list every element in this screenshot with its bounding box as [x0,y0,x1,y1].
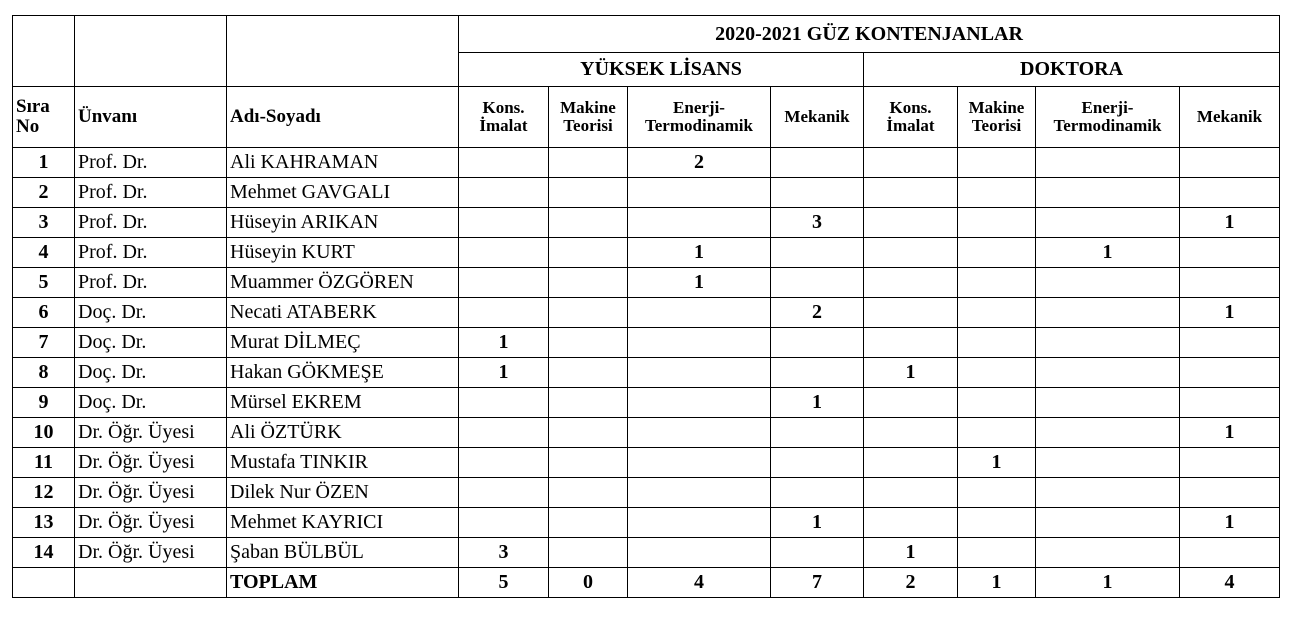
blank-cell [13,16,75,87]
row-number: 12 [13,478,75,508]
quota-cell [1180,148,1280,178]
total-cell: 2 [864,568,958,598]
quota-cell [864,298,958,328]
total-cell: 4 [628,568,771,598]
quota-cell [459,178,549,208]
quota-cell [958,178,1036,208]
quota-cell [628,358,771,388]
quota-cell [958,358,1036,388]
quota-cell [628,328,771,358]
quota-cell [1180,358,1280,388]
quota-cell [628,538,771,568]
quota-cell [459,448,549,478]
row-number: 1 [13,148,75,178]
quota-cell: 3 [459,538,549,568]
header-row-title [13,16,1280,53]
row-title: Dr. Öğr. Üyesi [75,448,227,478]
quota-cell: 1 [1180,418,1280,448]
row-number: 2 [13,178,75,208]
quota-cell [771,478,864,508]
quota-cell [1036,148,1180,178]
quota-cell [1180,478,1280,508]
row-title: Prof. Dr. [75,208,227,238]
termodinamik-label: Termodinamik [644,116,753,135]
quota-cell [549,508,628,538]
blank-cell [227,16,459,87]
row-name: Hakan GÖKMEŞE [227,358,459,388]
quota-cell [958,538,1036,568]
quota-cell [1036,478,1180,508]
quota-cell [459,208,549,238]
quota-cell [958,328,1036,358]
quota-cell [1036,448,1180,478]
row-number: 14 [13,538,75,568]
table-row [13,448,1280,478]
quota-cell [549,418,628,448]
quota-cell [1036,328,1180,358]
row-number: 11 [13,448,75,478]
quota-cell [628,418,771,448]
quota-cell: 2 [628,148,771,178]
no-label: No [16,116,40,137]
row-number: 5 [13,268,75,298]
col-header-ad-soyad: Adı-Soyadı [227,87,459,148]
row-title: Dr. Öğr. Üyesi [75,508,227,538]
quota-cell [459,238,549,268]
row-title: Doç. Dr. [75,388,227,418]
row-title: Dr. Öğr. Üyesi [75,538,227,568]
quota-cell [771,358,864,388]
total-label: TOPLAM [227,568,459,598]
blank-cell [75,568,227,598]
col-header-yl-mekanik: Mekanik [771,87,864,148]
table-row [13,418,1280,448]
quota-cell [1036,268,1180,298]
makine-label: Makine [968,98,1025,118]
row-name: Muammer ÖZGÖREN [227,268,459,298]
row-title: Prof. Dr. [75,268,227,298]
table-row [13,148,1280,178]
row-name: Mehmet KAYRICI [227,508,459,538]
teorisi-label: Teorisi [563,116,613,135]
table-row [13,328,1280,358]
quota-cell [628,478,771,508]
row-number: 6 [13,298,75,328]
col-header-dr-mekanik: Mekanik [1180,87,1280,148]
quota-cell [549,298,628,328]
row-number: 8 [13,358,75,388]
table-row [13,238,1280,268]
imalat-label: İmalat [886,116,935,135]
row-title: Doç. Dr. [75,358,227,388]
quota-cell [1180,178,1280,208]
row-title: Doç. Dr. [75,298,227,328]
quota-cell [1036,538,1180,568]
quota-cell [958,508,1036,538]
quota-cell [459,388,549,418]
quota-cell [864,508,958,538]
quota-cell [864,178,958,208]
col-header-unvan: Ünvanı [75,87,227,148]
quota-cell [1180,388,1280,418]
quota-cell: 1 [864,538,958,568]
row-number: 3 [13,208,75,238]
quota-cell [1180,238,1280,268]
quota-cell [549,358,628,388]
row-number: 7 [13,328,75,358]
quota-cell [549,268,628,298]
quota-cell [958,418,1036,448]
quota-cell: 1 [1036,238,1180,268]
quota-cell [549,148,628,178]
quota-cell [628,178,771,208]
enerji-label: Enerji- [1081,98,1134,118]
col-header-dr-kons-imalat [864,87,958,148]
quota-cell [864,268,958,298]
quota-cell [771,328,864,358]
quota-cell [628,208,771,238]
row-title: Dr. Öğr. Üyesi [75,418,227,448]
quota-cell [771,538,864,568]
quota-cell: 1 [958,448,1036,478]
quota-cell: 1 [1180,298,1280,328]
quota-cell [958,298,1036,328]
quota-cell [958,478,1036,508]
kons-label: Kons. [889,98,932,118]
kons-label: Kons. [482,98,525,118]
row-name: Dilek Nur ÖZEN [227,478,459,508]
quota-cell [771,448,864,478]
row-number: 13 [13,508,75,538]
termodinamik-label: Termodinamik [1053,116,1162,135]
imalat-label: İmalat [479,116,528,135]
row-number: 4 [13,238,75,268]
quota-cell [628,388,771,418]
quota-cell [958,148,1036,178]
row-title: Prof. Dr. [75,148,227,178]
row-name: Mürsel EKREM [227,388,459,418]
quota-cell [459,148,549,178]
quota-cell [549,178,628,208]
quota-cell [1036,388,1180,418]
col-header-yl-enerji-termodinamik [628,87,771,148]
quota-cell [1036,358,1180,388]
table-row [13,538,1280,568]
quota-cell [864,418,958,448]
col-header-sira-no [13,87,75,148]
teorisi-label: Teorisi [971,116,1022,135]
quota-cell [549,478,628,508]
sira-label: Sıra [16,96,50,118]
quota-cell [958,238,1036,268]
group-yuksek-lisans: YÜKSEK LİSANS [459,53,864,87]
quota-cell [1180,328,1280,358]
total-cell: 0 [549,568,628,598]
quota-cell [958,208,1036,238]
quota-cell: 1 [864,358,958,388]
row-name: Mehmet GAVGALI [227,178,459,208]
quota-cell: 1 [1180,208,1280,238]
quota-cell [1036,508,1180,538]
row-name: Şaban BÜLBÜL [227,538,459,568]
header-row-columns [13,87,1280,148]
row-name: Necati ATABERK [227,298,459,328]
row-title: Prof. Dr. [75,238,227,268]
quota-cell [459,478,549,508]
row-title: Dr. Öğr. Üyesi [75,478,227,508]
quota-cell [459,298,549,328]
quota-cell [864,148,958,178]
quota-cell [1036,178,1180,208]
row-number: 10 [13,418,75,448]
table-row [13,478,1280,508]
quota-table [12,15,1280,598]
quota-cell [771,148,864,178]
quota-cell [864,478,958,508]
total-cell: 1 [958,568,1036,598]
total-row [13,568,1280,598]
quota-cell: 3 [771,208,864,238]
total-cell: 4 [1180,568,1280,598]
quota-cell: 1 [771,508,864,538]
quota-cell [549,208,628,238]
table-row [13,178,1280,208]
quota-cell [628,508,771,538]
group-doktora: DOKTORA [864,53,1280,87]
quota-cell [1036,418,1180,448]
col-header-dr-enerji-termodinamik [1036,87,1180,148]
row-title: Prof. Dr. [75,178,227,208]
quota-cell [549,448,628,478]
total-cell: 7 [771,568,864,598]
quota-cell [1036,298,1180,328]
row-name: Mustafa TINKIR [227,448,459,478]
col-header-yl-makine-teorisi [549,87,628,148]
quota-cell: 1 [771,388,864,418]
row-name: Hüseyin KURT [227,238,459,268]
table-row [13,358,1280,388]
quota-cell [958,268,1036,298]
main-title: 2020-2021 GÜZ KONTENJANLAR [459,16,1280,53]
col-header-dr-makine-teorisi [958,87,1036,148]
quota-cell [549,538,628,568]
row-name: Murat DİLMEÇ [227,328,459,358]
quota-cell [864,238,958,268]
quota-cell [549,328,628,358]
row-name: Ali KAHRAMAN [227,148,459,178]
row-name: Hüseyin ARIKAN [227,208,459,238]
quota-cell [628,448,771,478]
quota-cell [459,268,549,298]
row-name: Ali ÖZTÜRK [227,418,459,448]
quota-cell [459,508,549,538]
table-row [13,388,1280,418]
row-number: 9 [13,388,75,418]
quota-cell: 1 [628,238,771,268]
quota-cell [1180,538,1280,568]
total-cell: 5 [459,568,549,598]
quota-cell [771,178,864,208]
quota-cell: 1 [459,328,549,358]
table-row [13,208,1280,238]
row-title: Doç. Dr. [75,328,227,358]
quota-cell [864,208,958,238]
quota-cell [771,268,864,298]
quota-cell [549,238,628,268]
table-row [13,268,1280,298]
quota-cell: 2 [771,298,864,328]
enerji-label: Enerji- [673,98,725,118]
makine-label: Makine [560,98,616,118]
total-cell: 1 [1036,568,1180,598]
table-row [13,508,1280,538]
col-header-yl-kons-imalat [459,87,549,148]
quota-cell [864,388,958,418]
table-row [13,298,1280,328]
quota-cell: 1 [628,268,771,298]
quota-cell [1180,268,1280,298]
quota-cell [864,328,958,358]
blank-cell [75,16,227,87]
blank-cell [13,568,75,598]
quota-cell [628,298,771,328]
quota-cell [1180,448,1280,478]
quota-cell: 1 [1180,508,1280,538]
quota-cell [864,448,958,478]
quota-cell [771,418,864,448]
quota-cell [459,418,549,448]
quota-cell [771,238,864,268]
quota-cell [1036,208,1180,238]
quota-cell [958,388,1036,418]
quota-cell [549,388,628,418]
quota-cell: 1 [459,358,549,388]
